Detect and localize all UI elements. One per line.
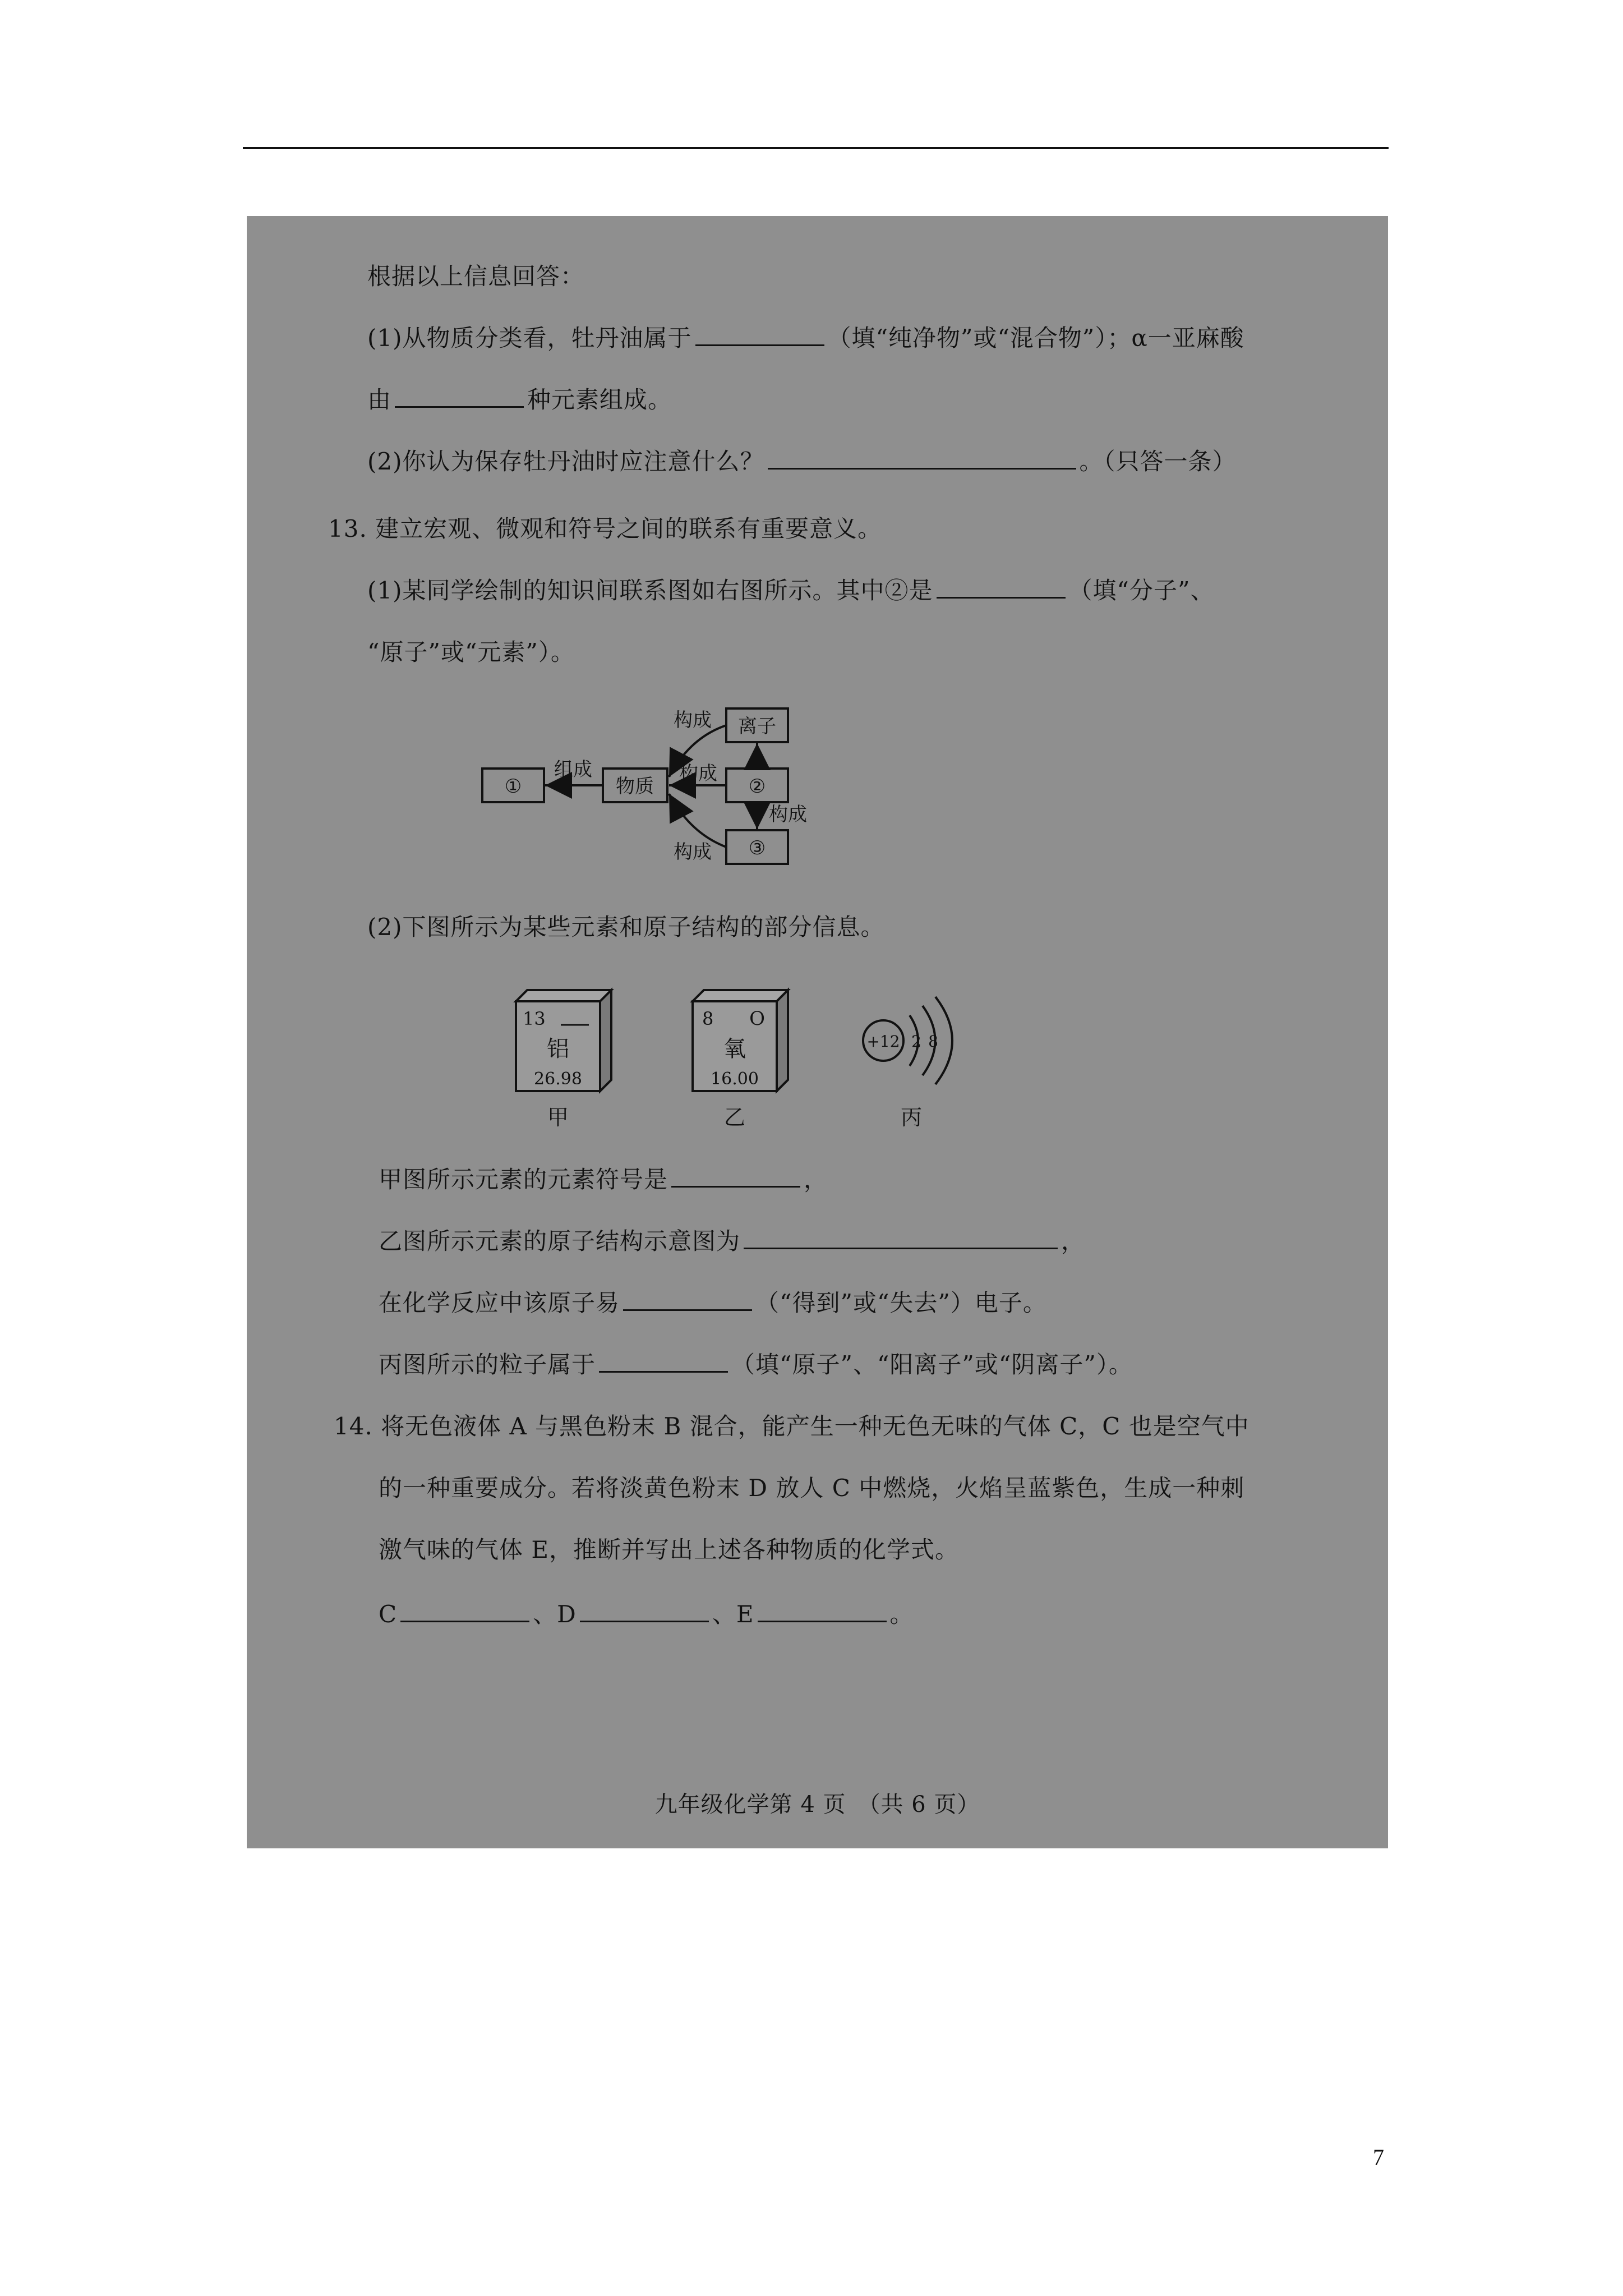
al-name: 铝 (547, 1036, 569, 1062)
o-mass: 16.00 (711, 1069, 759, 1089)
q12-part2 (367, 443, 1237, 477)
q13-part2-intro: (2)下图所示为某些元素和原子结构的部分信息。 (367, 913, 885, 941)
q12-part1-line1 (367, 320, 1244, 353)
answer-blank[interactable] (671, 1167, 800, 1188)
answer-blank[interactable] (937, 578, 1066, 599)
label-e: 、E (712, 1600, 754, 1628)
shell-2-electrons: 8 (928, 1032, 938, 1051)
o-number: 8 (702, 1008, 714, 1029)
q13-question-c-text: 在化学反应中该原子易 (379, 1289, 620, 1317)
q13-part1-text-b: （填“分子”、 (1068, 577, 1215, 604)
q14-line1: 14. 将无色液体 A 与黑色粉末 B 混合，能产生一种无色无味的气体 C，C 也是空气中 (334, 1412, 1249, 1440)
q12-intro: 根据以上信息回答： (367, 263, 585, 290)
q13-question-b (379, 1223, 1085, 1257)
al-number: 13 (523, 1008, 546, 1029)
q14-line2: 的一种重要成分。若将淡黄色粉末 D 放人 C 中燃烧，火焰呈蓝紫色，生成一种刺 (379, 1474, 1245, 1502)
q12-part2-text-a: (2)你认为保存牡丹油时应注意什么？ (367, 448, 764, 475)
atom-structure-mg (863, 997, 952, 1130)
q14-answers (379, 1596, 914, 1630)
shell-1-electrons: 2 (911, 1032, 921, 1051)
answer-blank[interactable] (580, 1602, 709, 1622)
nucleus-charge: +12 (866, 1032, 900, 1051)
q12-part1-text-d: 种元素组成。 (527, 386, 672, 413)
answer-blank[interactable] (623, 1290, 752, 1311)
q13-question-a-text: 甲图所示元素的元素符号是 (379, 1166, 668, 1193)
answer-blank[interactable] (768, 449, 1076, 470)
q13-part1-line1 (367, 572, 1214, 606)
label-d: 、D (533, 1600, 577, 1628)
relation-diagram (477, 698, 1038, 889)
q12-part1-line2 (367, 381, 672, 415)
q13-question-c-tail: （“得到”或“失去”）电子。 (755, 1289, 1047, 1317)
answer-blank[interactable] (758, 1602, 887, 1622)
label-build-down: 构成 (769, 803, 807, 826)
al-mass: 26.98 (534, 1069, 582, 1089)
header-rule (243, 147, 1389, 149)
q13-question-c (379, 1285, 1047, 1318)
o-symbol: O (749, 1007, 765, 1030)
label-build-3: 构成 (674, 841, 712, 863)
answer-blank[interactable] (744, 1228, 1058, 1249)
caption-jia: 甲 (547, 1105, 569, 1130)
label-compose: 组成 (554, 758, 592, 781)
element-card-al (516, 990, 611, 1130)
label-c: C (379, 1600, 398, 1628)
caption-yi: 乙 (723, 1105, 746, 1130)
caption-bing: 丙 (900, 1105, 923, 1130)
q13-question-d (379, 1346, 1133, 1380)
answer-blank[interactable] (695, 325, 824, 346)
scanned-exam-page (247, 216, 1388, 1848)
box-ion-label: 离子 (738, 715, 776, 738)
answer-blank[interactable] (400, 1602, 529, 1622)
scan-footer: 九年级化学第 4 页 （共 6 页） (654, 1792, 980, 1818)
answer-blank[interactable] (395, 387, 524, 408)
q14-line3: 激气味的气体 E，推断并写出上述各种物质的化学式。 (379, 1536, 960, 1563)
q13-stem: 13. 建立宏观、微观和符号之间的联系有重要意义。 (328, 515, 882, 542)
answer-blank[interactable] (599, 1352, 728, 1373)
q12-part1-text-a: (1)从物质分类看，牡丹油属于 (367, 324, 692, 352)
box-1-label: ① (504, 775, 522, 798)
punctuation: ， (1061, 1227, 1086, 1255)
q13-question-d-text: 丙图所示的粒子属于 (379, 1351, 596, 1378)
punctuation: ， (804, 1166, 828, 1193)
element-card-o (693, 990, 788, 1130)
q13-question-b-text: 乙图所示元素的原子结构示意图为 (379, 1227, 741, 1255)
q13-question-d-tail: （填“原子”、“阳离子”或“阴离子”）。 (731, 1351, 1133, 1378)
q13-part1-text-a: (1)某同学绘制的知识间联系图如右图所示。其中②是 (367, 577, 933, 604)
o-name: 氧 (723, 1036, 746, 1062)
element-figures (499, 979, 1116, 1147)
q12-part2-text-b: 。（只答一条） (1079, 448, 1237, 475)
page-number: 7 (1373, 2145, 1384, 2170)
label-build-ion: 构成 (674, 709, 712, 731)
box-matter-label: 物质 (616, 775, 654, 798)
box-3-label: ③ (748, 837, 766, 859)
q12-part1-text-b: （填“纯净物”或“混合物”）；α一亚麻酸 (827, 324, 1244, 352)
q13-question-a (379, 1161, 828, 1195)
q12-part1-text-c: 由 (367, 386, 392, 413)
box-2-label: ② (748, 775, 766, 798)
punctuation: 。 (889, 1600, 914, 1628)
label-build-2: 构成 (679, 762, 717, 785)
q13-part1-line2: “原子”或“元素”）。 (367, 638, 575, 666)
